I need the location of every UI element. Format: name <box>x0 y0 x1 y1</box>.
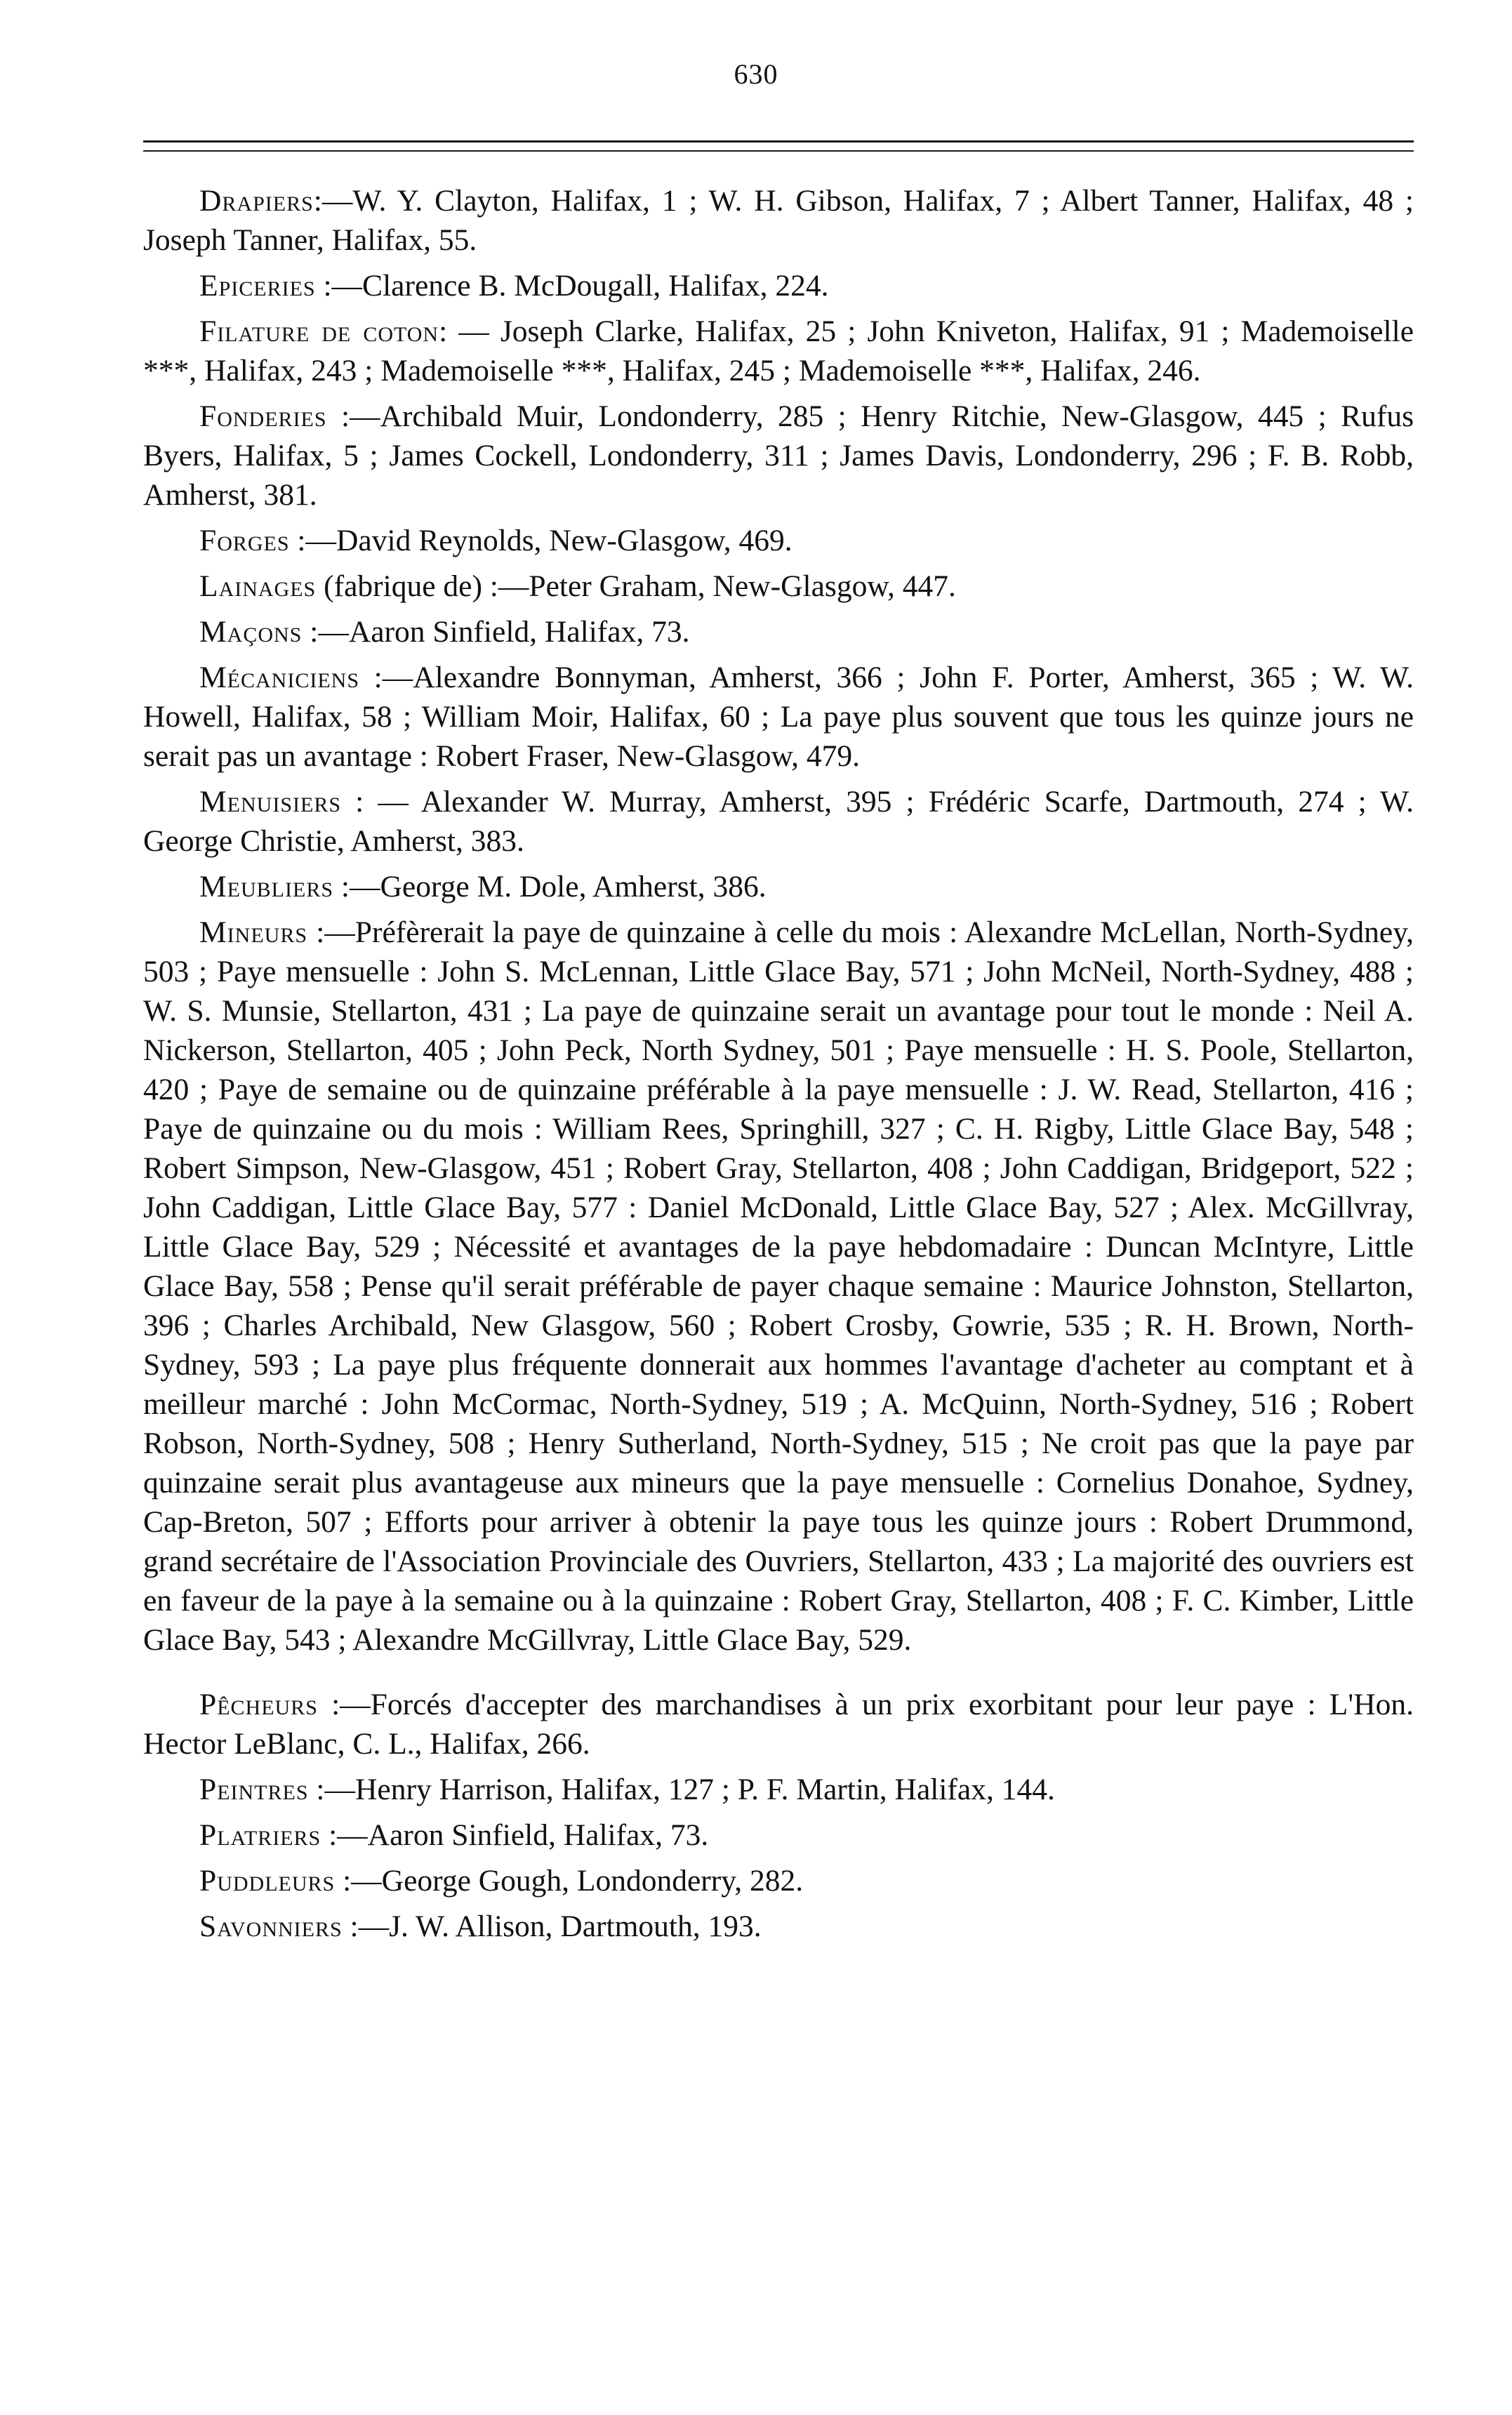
entry-text: :—Forcés d'accepter des marchandises à un prix exorbitant pour leur paye : L'Hon. Hector LeBlanc, C. L., Halifax, 266. <box>143 1688 1414 1761</box>
entry-heading: Epiceries <box>199 269 316 303</box>
entry-heading: Forges <box>199 524 290 557</box>
entry-text: :—Préfèrerait la paye de quinzaine à celle du mois : Alexandre McLellan, North-Sydney, 503 ; Paye mensuelle : John S. McLennan, Little Glace Bay, 571 ; John McNeil, North-Sydney, 488 ; W. S. Munsie, Stellarton, 431 ; La paye de quinzaine serait un avantage pour tout le monde : Neil A. Nickerson, Stellarton, 405 ; John Peck, North Sydney, 501 ; Paye mensuelle : H. S. Poole, Stellarton, 420 ; Paye de semaine ou de quinzaine préférable à la paye mensuelle : J. W. Read, Stellarton, 416 ; Paye de quinzaine ou du mois : William Rees, Springhill, 327 ; C. H. Rigby, Little Glace Bay, 548 ; Robert Simpson, New-Glasgow, 451 ; Robert Gray, Stellarton, 408 ; John Caddigan, Bridgeport, 522 ; John Caddigan, Little Glace Bay, 577 : Daniel McDonald, Little Glace Bay, 527 ; Alex. McGillvray, Little Glace Bay, 529 ; Nécessité et avantages de la paye hebdomadaire : Duncan McIntyre, Little Glace Bay, 558 ; Pense qu'il serait préférable de payer chaque semaine : Maurice Johnston, Stellarton, 396 ; Charles Archibald, New Glasgow, 560 ; Robert Crosby, Gowrie, 535 ; R. H. Brown, North-Sydney, 593 ; La paye plus fréquente donnerait aux hommes l'avantage d'acheter au comptant et à meilleur marché : John McCormac, North-Sydney, 519 ; A. McQuinn, North-Sydney, 516 ; Robert Robson, North-Sydney, 508 ; Henry Sutherland, North-Sydney, 515 ; Ne croit pas que la paye par quinzaine serait plus avantageuse aux mineurs que la paye mensuelle : Cornelius Donahoe, Sydney, Cap-Breton, 507 ; Efforts pour arriver à obtenir la paye tous les quinze jours : Robert Drummond, grand secrétaire de l'Association Provinciale des Ouvriers, Stellarton, 433 ; La majorité des ouvriers est en faveur de la paye à la semaine ou à la quinzaine : Robert Gray, Stellarton, 408 ; F. C. Kimber, Little Glace Bay, 543 ; Alexandre McGillvray, Little Glace Bay, 529. <box>143 915 1414 1657</box>
entry-platriers <box>143 1815 1414 1855</box>
entry-heading: Platriers <box>199 1818 321 1852</box>
entry-mineurs <box>143 913 1414 1660</box>
entry-epiceries <box>143 266 1414 305</box>
page-number: 630 <box>734 58 778 90</box>
entry-heading: Pêcheurs <box>199 1688 318 1721</box>
header-rule-top <box>143 140 1414 143</box>
entry-savonniers <box>143 1907 1414 1946</box>
entry-text: : — Joseph Clarke, Halifax, 25 ; John Kniveton, Halifax, 91 ; Mademoiselle ***, Halifax, 243 ; Mademoiselle ***, Halifax, 245 ; Mademoiselle ***, Halifax, 246. <box>143 315 1414 388</box>
entry-text: (fabrique de) :—Peter Graham, New-Glasgow, 447. <box>316 569 956 603</box>
entry-heading: Peintres <box>199 1773 309 1806</box>
entry-meubliers <box>143 867 1414 906</box>
entry-heading: Lainages <box>199 569 317 603</box>
entry-puddleurs <box>143 1861 1414 1900</box>
entry-heading: Mineurs <box>199 915 308 949</box>
entry-heading: Meubliers <box>199 870 334 904</box>
entry-mecaniciens <box>143 658 1414 776</box>
entry-text: :—Henry Harrison, Halifax, 127 ; P. F. Martin, Halifax, 144. <box>308 1773 1055 1806</box>
entry-text: :—George M. Dole, Amherst, 386. <box>333 870 767 904</box>
entry-text: :—Alexandre Bonnyman, Amherst, 366 ; John F. Porter, Amherst, 365 ; W. W. Howell, Halifax, 58 ; William Moir, Halifax, 60 ; La paye plus souvent que tous les quinze jours ne serait pas un avantage : Robert Fraser, New-Glasgow, 479. <box>143 661 1414 773</box>
entry-heading: Drapiers <box>199 184 314 218</box>
entry-text: :—W. Y. Clayton, Halifax, 1 ; W. H. Gibson, Halifax, 7 ; Albert Tanner, Halifax, 48 ; Joseph Tanner, Halifax, 55. <box>143 184 1414 257</box>
entry-fonderies <box>143 397 1414 515</box>
entry-text: :—Aaron Sinfield, Halifax, 73. <box>302 615 690 649</box>
entry-heading: Menuisiers <box>199 785 342 819</box>
entry-heading: Fonderies <box>199 399 327 433</box>
entry-text: :—Aaron Sinfield, Halifax, 73. <box>321 1818 709 1852</box>
entry-drapiers <box>143 181 1414 260</box>
header-rule-bottom <box>143 150 1414 152</box>
entry-forges <box>143 521 1414 560</box>
entry-text: :—Archibald Muir, Londonderry, 285 ; Henry Ritchie, New-Glasgow, 445 ; Rufus Byers, Halifax, 5 ; James Cockell, Londonderry, 311 ; James Davis, Londonderry, 296 ; F. B. Robb, Amherst, 381. <box>143 399 1414 512</box>
entry-text: :—J. W. Allison, Dartmouth, 193. <box>342 1910 762 1943</box>
entry-heading: Mécaniciens <box>199 661 360 694</box>
entry-menuisiers <box>143 782 1414 861</box>
entry-peintres <box>143 1770 1414 1809</box>
entry-text: : — Alexander W. Murray, Amherst, 395 ; Frédéric Scarfe, Dartmouth, 274 ; W. George Christie, Amherst, 383. <box>143 785 1414 858</box>
entry-lainages <box>143 567 1414 606</box>
entry-heading: Maçons <box>199 615 303 649</box>
entry-text: :—George Gough, Londonderry, 282. <box>335 1864 804 1898</box>
entry-heading: Filature de coton <box>199 315 439 348</box>
entry-filature-de-coton <box>143 312 1414 390</box>
document-body <box>143 181 1414 1952</box>
entry-heading: Puddleurs <box>199 1864 336 1898</box>
entry-text: :—David Reynolds, New-Glasgow, 469. <box>289 524 793 557</box>
entry-pecheurs <box>143 1685 1414 1764</box>
entry-heading: Savonniers <box>199 1910 343 1943</box>
entry-text: :—Clarence B. McDougall, Halifax, 224. <box>315 269 829 303</box>
entry-macons <box>143 612 1414 651</box>
